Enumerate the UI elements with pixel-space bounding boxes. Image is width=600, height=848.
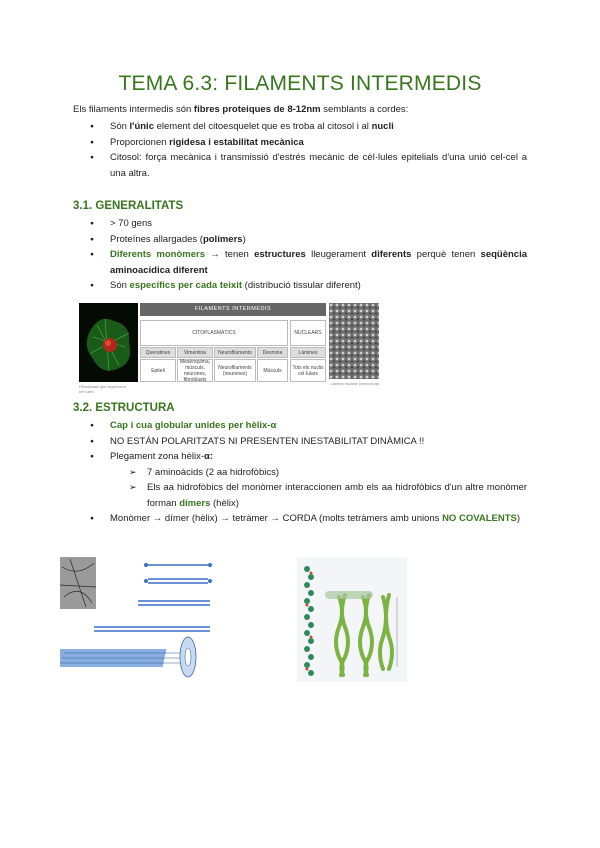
- table-cell: Neurofilaments (neurones): [214, 359, 256, 382]
- figure-caption-right: Làmina nuclear (estructura): [330, 381, 380, 386]
- table-col-header: Desmina: [257, 347, 288, 358]
- list-item: ● Són l'únic element del citoesquelet que es troba al citosol i al nucli: [73, 119, 527, 135]
- sub-list-item: ➢ Els aa hidrofòbics del monòmer interaccionen amb els aa hidrofòbics d'un altre monòmer forman dímers (hèlix): [73, 480, 527, 511]
- intro-paragraph: [73, 104, 408, 115]
- intro-text: Els filaments intermedis són: [73, 104, 194, 115]
- figure-caption-left: Fibroblasts que expressen cel·lules: [79, 384, 126, 394]
- table-cell: Músculs: [257, 359, 288, 382]
- list-item: ● Proteïnes allargades (polímers): [73, 232, 527, 248]
- table-col-header: Queratines: [140, 347, 176, 358]
- section-heading-generalitats: 3.1. GENERALITATS: [73, 200, 184, 212]
- intro-text-end: semblants a cordes:: [320, 104, 409, 115]
- list-item: ● Són específics per cada teixit (distribució tissular diferent): [73, 278, 527, 294]
- list-item: ● Proporcionen rigidesa i estabilitat mecànica: [73, 135, 527, 151]
- list-item: ● NO ESTÁN POLARITZATS NI PRESENTEN INESTABILITAT DINÀMICA !!: [73, 434, 527, 450]
- table-cell: Mesènquima, músculs, neurones, fibroblasts: [177, 359, 213, 382]
- section-heading-estructura: 3.2. ESTRUCTURA: [73, 402, 175, 414]
- fluorescence-cell-image: [79, 303, 138, 382]
- table-group-cytoplasmic: CITOPLASMÀTICS: [140, 320, 288, 346]
- intro-list: [73, 119, 527, 181]
- list-item: ● Monòmer → dímer (hèlix) → tetràmer → CORDA (molts tetràmers amb unions NO COVALENTS): [73, 511, 527, 527]
- sub-list-item: ➢ 7 aminoàcids (2 aa hidrofòbics): [73, 465, 527, 481]
- page-title: TEMA 6.3: FILAMENTS INTERMEDIS: [118, 72, 482, 95]
- list-item: ● Cap i cua globular unides per hèlix-α: [73, 418, 527, 434]
- list-item: ● Citosol: força mecànica i transmissió d'estrés mecànic de cèl·lules epitelials d'una unió cel-cel a una altra.: [73, 150, 527, 181]
- coiled-coil-dimer-diagram: [297, 557, 407, 682]
- filament-assembly-diagram: [60, 557, 215, 682]
- list-item: ● Diferents monòmers → tenen estructures lleugerament diferents perquè tenen seqüència aminoacídica diferent: [73, 247, 527, 278]
- table-cell: Tots els nuclis cel·lulars: [290, 359, 326, 382]
- table-cell: Epiteli: [140, 359, 176, 382]
- estructura-list: [73, 418, 527, 527]
- intro-bold: fibres proteiques de 8-12nm: [193, 104, 321, 115]
- table-col-header: Vimentina: [177, 347, 213, 358]
- nuclear-lamina-micrograph: [329, 303, 379, 379]
- filaments-table: [140, 303, 326, 382]
- list-item: ● Plegament zona hèlix-α:: [73, 449, 527, 465]
- table-header: FILAMENTS INTERMEDIS: [140, 303, 326, 316]
- table-col-header: Làmines: [290, 347, 326, 358]
- table-group-nuclear: NUCLEARS: [290, 320, 326, 346]
- table-col-header: Neurofilaments: [214, 347, 256, 358]
- list-item: ● > 70 gens: [73, 216, 527, 232]
- generalitats-list: [73, 216, 527, 294]
